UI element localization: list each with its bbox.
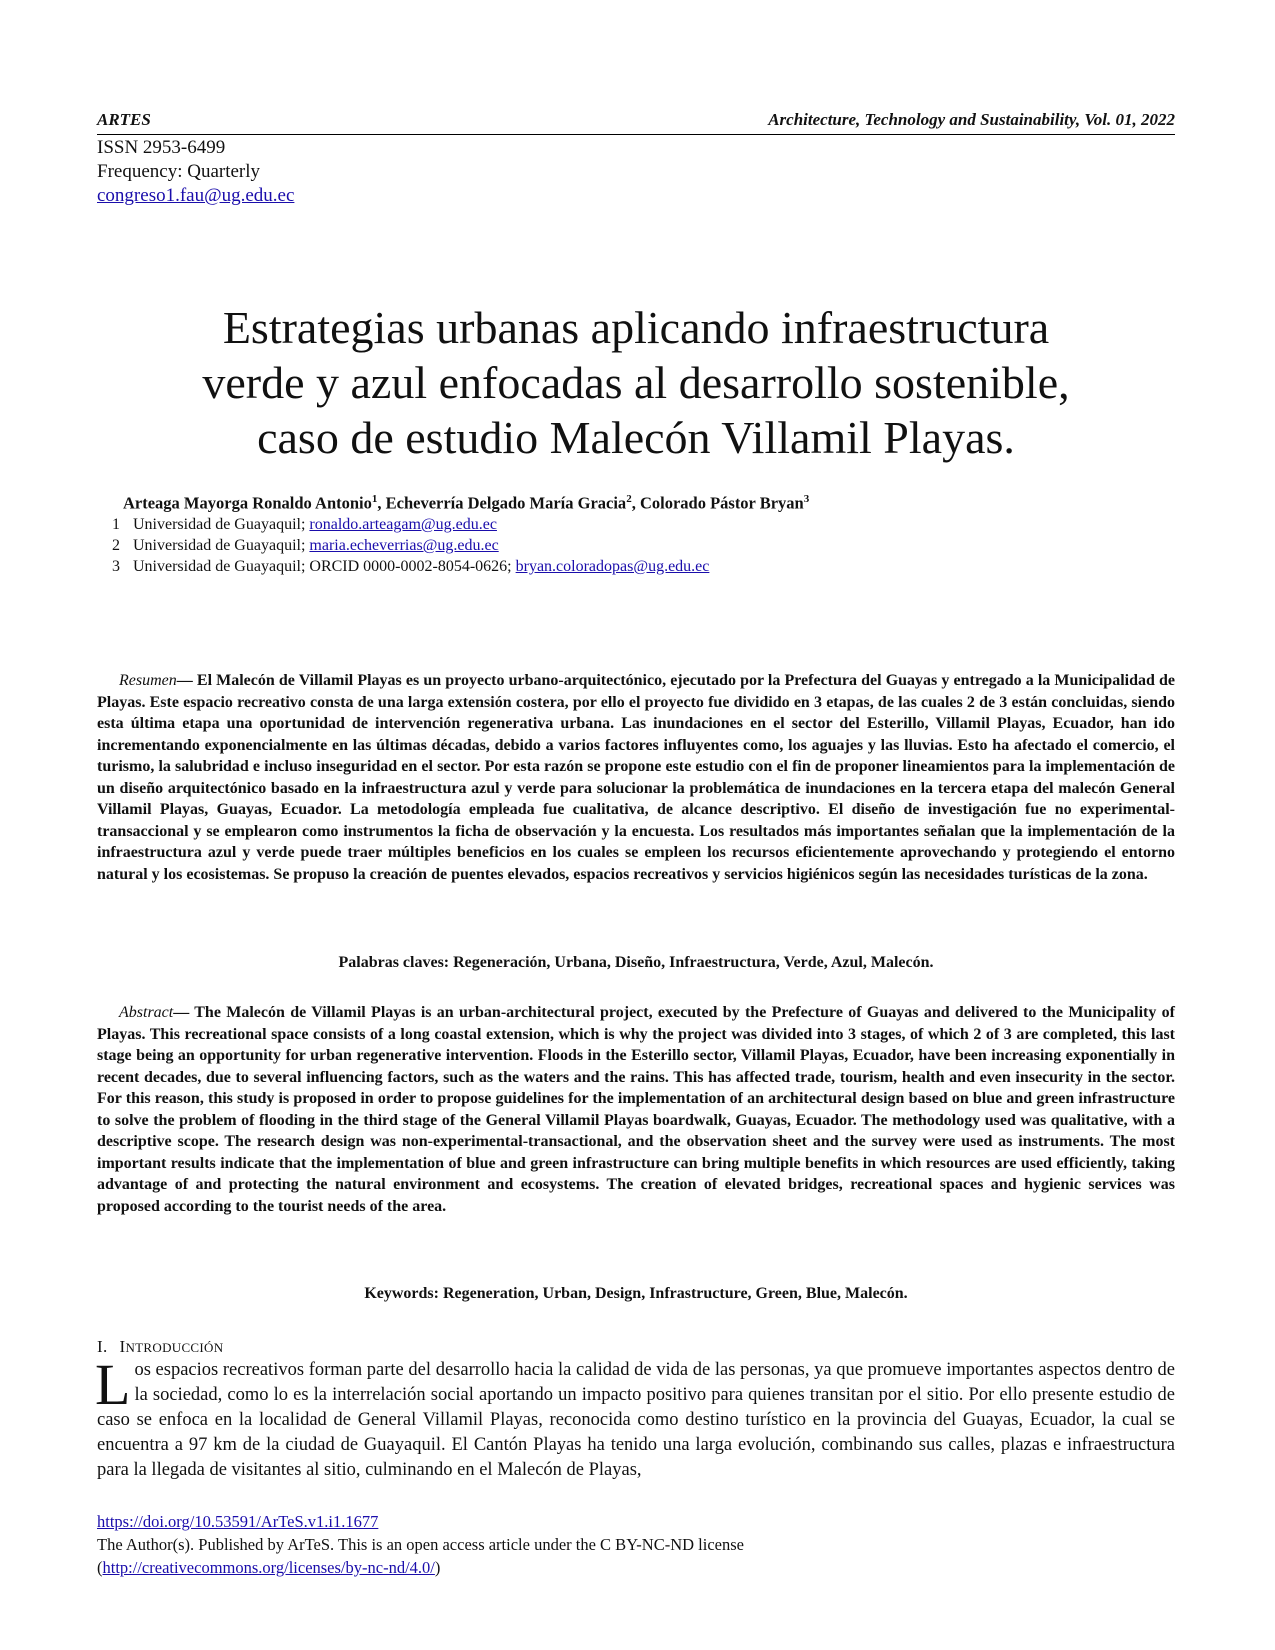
affiliation-item bbox=[112, 556, 709, 577]
journal-meta bbox=[97, 136, 294, 208]
abstract-paragraph bbox=[97, 1002, 1175, 1217]
author-affil-number: 3 bbox=[803, 493, 810, 505]
license-open-paren: ( bbox=[97, 1558, 103, 1577]
journal-short-name: ARTES bbox=[97, 110, 151, 129]
resumen-label: Resumen bbox=[119, 672, 177, 689]
frequency: Frequency: Quarterly bbox=[97, 161, 261, 182]
keywords: Keywords: Regeneration, Urban, Design, Infrastructure, Green, Blue, Malecón. bbox=[364, 1285, 908, 1302]
resumen-text: El Malecón de Villamil Playas es un proyecto urbano-arquitectónico, ejecutado por la Prefectura del Guayas y entregado a la Municipalidad de Playas. Este espacio recreativo consta de una larga extensión costera, por ello el proyecto fue dividido en 3 etapas, de las cuales 2 de 3 están concluidas, siendo esta última etapa una oportunidad de intervención regenerativa urbana. Las inundaciones en el sector del Esterillo, Villamil Playas, Ecuador, han ido incrementando exponencialmente en las últimas décadas, debido a varios factores influyentes como, los aguajes y las lluvias. Esto ha afectado el comercio, el turismo, la salubridad e incluso inseguridad en el sector. Por esta razón se propone este estudio con el fin de proponer lineamientos para la implementación de un diseño arquitectónico basado en la infraestructura azul y verde para solucionar la problemática de inundaciones en la tercera etapa del malecón General Villamil Playas, Guayas, Ecuador. La metodología empleada fue cualitativa, de alcance descriptivo. El diseño de investigación fue no experimental- transaccional y se emplearon como instrumentos la ficha de observación y la encuesta. Los resultados más importantes señalan que la implementación de la infraestructura azul y verde puede traer múltiples beneficios en los cuales se empleen los recursos eficientemente aprovechando y protegiendo el entorno natural y los ecosistemas. Se propuso la creación de puentes elevados, espacios recreativos y servicios higiénicos según las necesidades turísticas de la zona. bbox=[97, 672, 1176, 883]
footer bbox=[97, 1510, 744, 1579]
affiliation-number: 1 bbox=[112, 516, 120, 533]
resumen-paragraph bbox=[97, 670, 1175, 885]
affiliation-item bbox=[112, 535, 709, 556]
intro-paragraph bbox=[95, 1352, 1175, 1483]
running-header bbox=[97, 110, 1175, 135]
title-line: Estrategias urbanas aplicando infraestructura bbox=[222, 302, 1050, 353]
author-name: Arteaga Mayorga Ronaldo Antonio bbox=[123, 493, 372, 513]
contact-email-link[interactable]: congreso1.fau@ug.edu.ec bbox=[97, 185, 295, 206]
affiliation-email-link[interactable]: maria.echeverrias@ug.edu.ec bbox=[309, 537, 499, 554]
issn: ISSN 2953-6499 bbox=[97, 137, 226, 158]
author-separator: , bbox=[631, 493, 640, 513]
intro-text: os espacios recreativos forman parte del desarrollo hacia la calidad de vida de las personas, ya que promueve importantes aspectos dentro de la sociedad, como lo es la interrelación social aportando un impacto positivo para quienes transitan por el sitio. Por ello presente estudio de caso se enfoca en la localidad de General Villamil Playas, reconocida como destino turístico en la provincia del Guayas, Ecuador, la cual se encuentra a 97 km de la ciudad de Guayaquil. El Cantón Playas ha tenido una larga evolución, combinando sus calles, plazas e infraestructura para la llegada de visitantes al sitio, culminando en el Malecón de Playas, bbox=[97, 1360, 1175, 1480]
affiliation-number: 2 bbox=[112, 537, 120, 554]
license-url-link[interactable]: http://creativecommons.org/licenses/by-nc-nd/4.0/ bbox=[102, 1558, 435, 1577]
abstract-text: The Malecón de Villamil Playas is an urban-architectural project, executed by the Prefecture of Guayas and delivered to the Municipality of Playas. This recreational space consists of a long coastal extension, which is why the project was divided into 3 stages, of which 2 of 3 are completed, this last stage being an opportunity for urban regenerative intervention. Floods in the Esterillo sector, Villamil Playas, Ecuador, have been increasing exponentially in recent decades, due to several influencing factors, such as the waters and the rains. This has affected trade, tourism, health and even insecurity in the sector. For this reason, this study is proposed in order to propose guidelines for the implementation of an architectural design based on blue and green infrastructure to solve the problem of flooding in the third stage of the General Villamil Playas boardwalk, Guayas, Ecuador. The methodology used was qualitative, with a descriptive scope. The research design was non-experimental-transactional, and the observation sheet and the survey were used as instruments. The most important results indicate that the implementation of blue and green infrastructure can bring multiple benefits in which resources are used efficiently, taking advantage of and protecting the natural environment and ecosystems. The creation of elevated bridges, recreational spaces and hygienic services was proposed according to the tourist needs of the area. bbox=[97, 1004, 1175, 1215]
title-line: verde y azul enfocadas al desarrollo sostenible, bbox=[202, 357, 1070, 408]
affiliation-email-link[interactable]: ronaldo.arteagam@ug.edu.ec bbox=[309, 516, 497, 533]
author-affil-number: 2 bbox=[626, 493, 632, 505]
affiliation-list bbox=[112, 514, 709, 577]
author-name: Colorado Pástor Bryan bbox=[639, 493, 804, 513]
section-number: I. bbox=[97, 1337, 108, 1356]
paper-title bbox=[97, 300, 1175, 465]
author-affil-number: 1 bbox=[371, 493, 378, 505]
license-text: The Author(s). Published by ArTeS. This is an open access article under the C BY-NC-ND license bbox=[97, 1535, 744, 1554]
title-line: caso de estudio Malecón Villamil Playas. bbox=[257, 412, 1015, 463]
section-title-rest: NTRODUCCIÓN bbox=[125, 1340, 224, 1355]
author-list bbox=[123, 493, 809, 514]
abstract-label: Abstract bbox=[119, 1004, 174, 1021]
journal-full-name: Architecture, Technology and Sustainability, Vol. 01, 2022 bbox=[768, 110, 1175, 129]
abstract-dash: — bbox=[173, 1004, 195, 1021]
resumen-dash: — bbox=[176, 672, 197, 689]
affiliation-text: Universidad de Guayaquil; bbox=[133, 516, 310, 533]
doi-link[interactable]: https://doi.org/10.53591/ArTeS.v1.i1.1677 bbox=[97, 1512, 379, 1531]
affiliation-item bbox=[112, 514, 709, 535]
affiliation-text: Universidad de Guayaquil; bbox=[133, 537, 310, 554]
affiliation-email-link[interactable]: bryan.coloradopas@ug.edu.ec bbox=[515, 558, 710, 575]
author-separator: , bbox=[377, 493, 386, 513]
section-title-initial: I bbox=[119, 1337, 126, 1356]
affiliation-number: 3 bbox=[112, 558, 120, 575]
affiliation-text: Universidad de Guayaquil; ORCID 0000-0002-8054-0626; bbox=[133, 558, 516, 575]
license-close-paren: ) bbox=[434, 1558, 441, 1577]
author-name: Echeverría Delgado María Gracia bbox=[385, 493, 627, 513]
palabras-claves: Palabras claves: Regeneración, Urbana, Diseño, Infraestructura, Verde, Azul, Malecón. bbox=[338, 954, 934, 971]
drop-cap: L bbox=[95, 1352, 131, 1417]
